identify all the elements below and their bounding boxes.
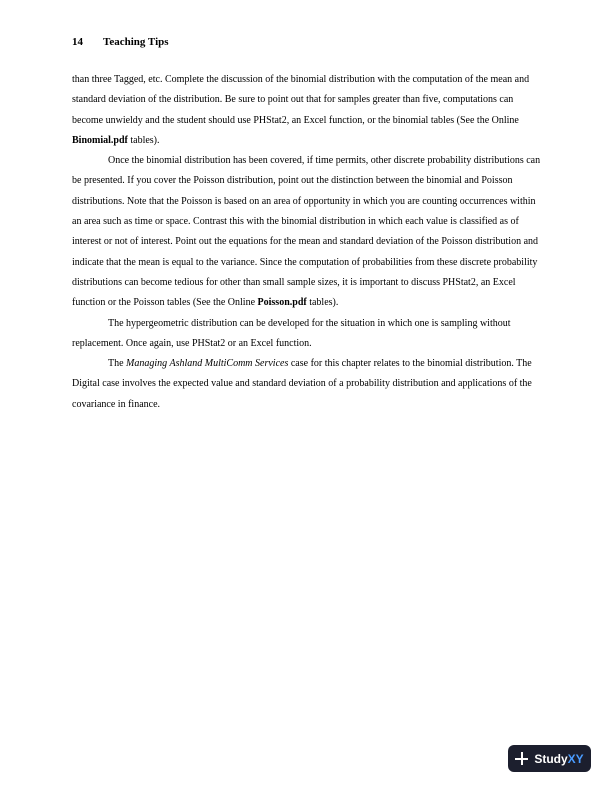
page-header (72, 36, 169, 48)
studyxy-badge[interactable] (508, 745, 591, 772)
page-number: 14 (72, 36, 83, 48)
paragraph-4: The Managing Ashland MultiComm Services case for this chapter relates to the binomial distribution. The Digital case involves the expected value and standard deviation of a probability distribution and applications of the covariance in finance. (72, 358, 532, 410)
case-title: Managing Ashland MultiComm Services (126, 358, 289, 370)
binomial-pdf-ref: Binomial.pdf (72, 134, 128, 146)
paragraph-2: Once the binomial distribution has been covered, if time permits, other discrete probability distributions can be presented. If you cover the Poisson distribution, point out the distinction between the binomial and Poisson distributions. Note that the Poisson is based on an area of opportunity in which you are counting occurrences within an area such as time or space. Contrast this with the binomial distribution in which each value is classified as of interest or not of interest. Point out the equations for the mean and standard deviation of the Poisson distribution and indicate that the mean is equal to the variance. Since the computation of probabilities from these discrete probability distributions can become tedious for other than small sample sizes, it is important to discuss PHStat2, an Excel function or the Poisson tables (See the Online Poisson.pdf tables). (72, 155, 541, 309)
poisson-pdf-ref: Poisson.pdf (257, 297, 307, 309)
page-title: Teaching Tips (103, 36, 169, 48)
badge-label: StudyXY (534, 751, 584, 766)
paragraph-1: than three Tagged, etc. Complete the discussion of the binomial distribution with the computation of the mean and standard deviation of the distribution. Be sure to point out that for samples greater than five, computations can become unwieldy and the student should use PHStat2, an Excel function, or the binomial tables (See the Online Binomial.pdf tables). (72, 74, 530, 146)
body-text (72, 70, 542, 415)
plus-icon (515, 752, 528, 765)
paragraph-3: The hypergeometric distribution can be developed for the situation in which one is sampling without replacement. Once again, use PHStat2 or an Excel function. (72, 317, 511, 349)
